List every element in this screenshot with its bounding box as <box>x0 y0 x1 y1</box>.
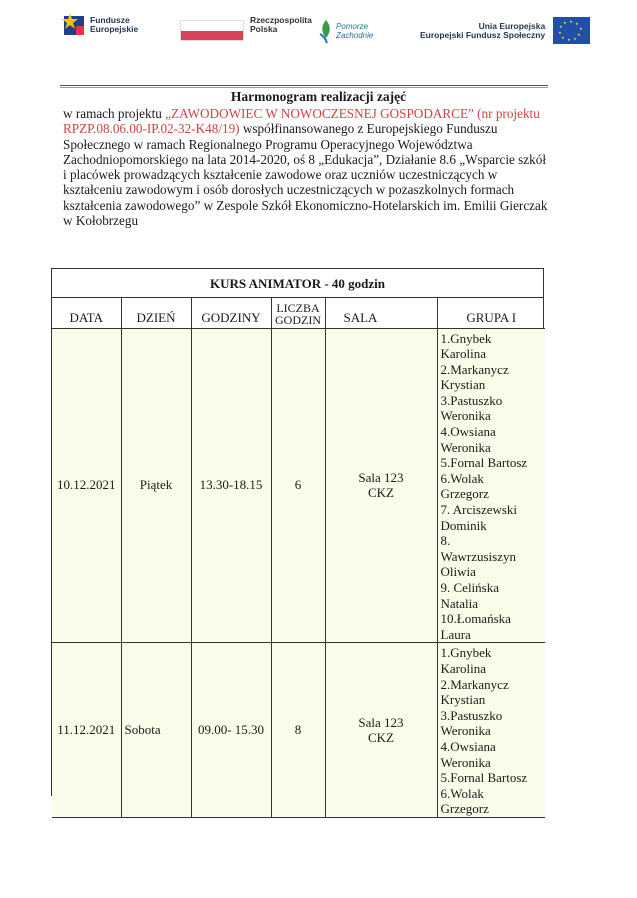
intro-rest: współfinansowanego z Europejskiego Funduszu Społecznego w ramach Regionalnego Programu Operacyjnego Województwa Zachodniopomorskiego na lata 2014-2020, oś 8 „Edukacja”, Działanie 8.6 „Wsparcie szkół i placówek prowadzących kształcenie zawodowe oraz uczniów uczestniczących w kształceniu zawodowym i osób dorosłych uczestniczących w pozaszkolnych formach kształcenia zawodowego” w Zespole Szkół Ekonomiczno-Hotelarskich im. Emilii Gierczak w Kołobrzegu <box>63 121 548 229</box>
course-title <box>52 269 543 298</box>
row-room-line1: Sala 123 <box>358 470 404 486</box>
row-room <box>325 328 437 643</box>
group-member-line: 1.Gnybek <box>440 645 492 661</box>
rp-line2: Polska <box>250 23 278 34</box>
project-name: „ZAWODOWIEC W NOWOCZESNEJ GOSPODARCE” (nr projektu RPZP.08.06.00-IP.02-32-K48/19) <box>63 106 540 137</box>
group-member-line: Wawrzusiszyn <box>440 548 516 564</box>
group-member-line: 3.Pastuszko <box>440 392 503 408</box>
row-day: Sobota <box>121 643 191 818</box>
fe-star-icon <box>64 13 86 37</box>
fe-line2: Europejskie <box>90 24 139 34</box>
header-row <box>52 298 545 328</box>
document-title: Harmonogram realizacji zajęć <box>230 89 407 104</box>
group-member-line: 5.Fornal Bartosz <box>440 770 528 786</box>
col-header-group: GRUPA I <box>437 298 545 328</box>
group-member-line: Weronika <box>440 408 491 424</box>
group-member-line: 2.Markanycz <box>440 676 509 692</box>
logo-bar <box>0 0 637 56</box>
row-room-line1: Sala 123 <box>358 715 404 731</box>
group-member-line: 3.Pastuszko <box>440 707 503 723</box>
group-member-line: 6.Wolak <box>440 785 484 801</box>
rzeczpospolita-polska-logo <box>180 14 312 41</box>
group-member-line: Grzegorz <box>440 801 489 817</box>
col-header-date: DATA <box>52 298 121 328</box>
group-member-line: Karolina <box>440 660 486 676</box>
row-hours: 13.30-18.15 <box>191 328 271 643</box>
col-header-day: DZIEŃ <box>121 298 191 328</box>
group-member-line: 2.Markanycz <box>440 361 509 377</box>
group-member-line: Natalia <box>440 595 479 611</box>
ue-line1: Unia Europejska <box>478 20 546 31</box>
row-count: 6 <box>271 328 325 643</box>
group-member-line: Grzegorz <box>440 486 489 502</box>
rp-line1: Rzeczpospolita <box>250 14 312 25</box>
row-day: Piątek <box>121 328 191 643</box>
header-rule <box>60 85 548 86</box>
group-member-line: 4.Owsiana <box>440 738 496 754</box>
header-rule-secondary <box>60 87 548 88</box>
row-room-line2: CKZ <box>368 485 394 501</box>
course-name: KURS ANIMATOR - <box>209 276 332 291</box>
group-member-line: Karolina <box>440 346 486 362</box>
fundusze-europejskie-logo <box>64 13 138 37</box>
ue-line2: Europejski Fundusz Społeczny <box>420 29 546 40</box>
group-member-line: 4.Owsiana <box>440 424 496 440</box>
group-member-line: 8. <box>440 533 451 549</box>
row-group-members <box>437 643 545 818</box>
col-header-count <box>271 298 325 328</box>
row-group-members <box>437 328 545 643</box>
row-hours: 09.00- 15.30 <box>191 643 271 818</box>
group-member-line: Oliwia <box>440 564 476 580</box>
course-hours: 40 godzin <box>331 276 386 291</box>
group-member-line: Weronika <box>440 439 491 455</box>
group-member-line: Weronika <box>440 754 491 770</box>
table-row <box>52 643 545 818</box>
pomorze-leaf-icon <box>318 18 334 44</box>
col-header-hours: GODZINY <box>191 298 271 328</box>
fe-line1: Fundusze <box>90 15 130 25</box>
row-count: 8 <box>271 643 325 818</box>
group-member-line: 1.Gnybek <box>440 330 492 346</box>
schedule-table <box>51 268 544 817</box>
unia-europejska-logo <box>420 17 590 44</box>
group-member-line: 5.Fornal Bartosz <box>440 455 528 471</box>
group-member-line: Krystian <box>440 692 486 708</box>
row-room <box>325 643 437 818</box>
pz-line2: Zachodnie <box>336 31 374 40</box>
schedule-grid <box>52 298 545 818</box>
col-header-count-line1: LICZBA <box>276 300 320 315</box>
col-header-count-line2: GODZIN <box>275 312 321 327</box>
row-date: 11.12.2021 <box>52 643 121 818</box>
group-member-line: 10.Łomańska <box>440 611 511 627</box>
pomorze-zachodnie-logo <box>318 18 373 44</box>
row-date: 10.12.2021 <box>52 328 121 643</box>
intro-paragraph <box>63 106 551 228</box>
intro-start: w ramach projektu <box>63 106 166 121</box>
pz-line1: Pomorze <box>336 22 369 31</box>
group-member-line: Laura <box>440 626 471 642</box>
group-member-line: 6.Wolak <box>440 470 484 486</box>
group-member-line: 9. Celińska <box>440 580 499 595</box>
group-member-line: 7. Arciszewski <box>440 502 518 518</box>
table-row <box>52 328 545 643</box>
col-header-room: SALA <box>325 298 437 328</box>
polish-flag-icon <box>180 20 244 41</box>
group-member-line: Dominik <box>440 517 487 533</box>
eu-flag-icon: ★ ★ ★ ★ ★ ★ ★ ★ ★ ★ <box>553 17 590 44</box>
row-room-line2: CKZ <box>368 730 394 746</box>
group-member-line: Weronika <box>440 723 491 739</box>
group-member-line: Krystian <box>440 377 486 393</box>
